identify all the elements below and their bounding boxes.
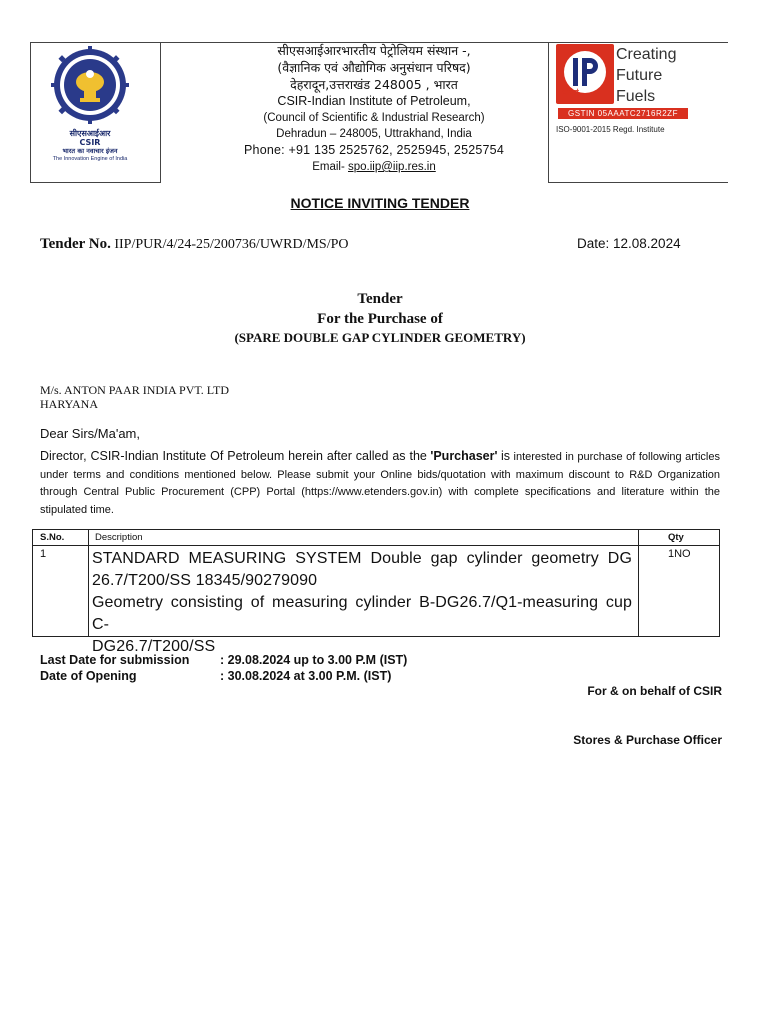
row-description: [92, 548, 632, 658]
csir-text: CSIR: [79, 138, 101, 147]
header-border-bottom: [30, 182, 160, 183]
council-name: (Council of Scientific & Industrial Research): [263, 112, 485, 124]
hindi-line-2: (वैज्ञानिक एवं औद्योगिक अनुसंधान परिषद): [277, 60, 471, 75]
table-top-border: [32, 529, 720, 530]
body-lead: Director, CSIR-Indian Institute Of Petroleum herein after called as the: [40, 449, 427, 463]
header-border-left: [30, 42, 31, 183]
table-header-border: [32, 545, 720, 546]
header-qty: Qty: [668, 532, 684, 543]
purchaser-term: 'Purchaser': [430, 449, 498, 463]
iip-slogan-2: Future: [616, 67, 663, 84]
iip-slogan-1: Creating: [616, 46, 677, 63]
title-item: (SPARE DOUBLE GAP CYLINDER GEOMETRY): [234, 330, 526, 345]
table-left-border: [32, 529, 33, 637]
csir-tagline: The Innovation Engine of India: [52, 156, 128, 162]
header-sno: S.No.: [40, 532, 65, 543]
email-label: Email-: [312, 161, 345, 173]
body-paragraph: [40, 448, 720, 519]
tender-number: IIP/PUR/4/24-25/200736/UWRD/MS/PO: [114, 237, 349, 252]
header-description: Description: [95, 532, 143, 543]
org-name: CSIR-Indian Institute of Petroleum,: [277, 94, 471, 108]
behalf-text: For & on behalf of CSIR: [587, 684, 722, 698]
desc-line-4: DG26.7/T200/SS: [92, 638, 216, 655]
title-purchase: For the Purchase of: [317, 311, 443, 327]
tender-number-label: Tender No.: [40, 236, 111, 252]
header-divider-left: [160, 42, 161, 183]
salutation: Dear Sirs/Ma'am,: [40, 426, 141, 441]
title-tender: Tender: [357, 291, 403, 307]
csir-emblem-icon: [48, 46, 132, 124]
tender-date: Date: 12.08.2024: [577, 236, 681, 251]
iip-slogan-3: Fuels: [616, 88, 656, 105]
csir-hindi-text: सीएसआईआर: [69, 129, 111, 138]
vendor-location: HARYANA: [40, 397, 99, 411]
submission-label: Last Date for submission: [40, 653, 190, 667]
iip-hindi-text: भापेसं: [562, 88, 579, 97]
hindi-line-1: सीएसआईआरभारतीय पेट्रोलियम संस्थान -,: [277, 43, 471, 58]
header-divider-right: [548, 42, 549, 183]
tender-number-line: [40, 236, 349, 253]
submission-value: : 29.08.2024 up to 3.00 P.M (IST): [220, 653, 408, 667]
table-right-border: [719, 529, 720, 637]
desc-line-2: 26.7/T200/SS 18345/90279090: [92, 572, 318, 589]
desc-line-1: STANDARD MEASURING SYSTEM Double gap cylinder geometry DG: [92, 550, 632, 567]
opening-value: : 30.08.2024 at 3.00 P.M. (IST): [220, 669, 392, 683]
body-rest: interested in purchase of following articles under terms and conditions mentioned below. Please submit your Online bids/quotation with maximum discount to R&D Organization through Central Public Procurement (CPP) Portal (https://www.etenders.gov.in) with complete specifications and literature within the stipulated time.: [40, 451, 720, 516]
csir-hindi-tagline: भारत का नवाचार इंजन: [62, 147, 118, 155]
email-line: [200, 159, 548, 175]
body-is: is: [500, 449, 511, 463]
email-link[interactable]: spo.iip@iip.res.in: [348, 161, 436, 173]
iso-text: ISO-9001-2015 Regd. Institute: [556, 125, 665, 134]
csir-logo: [42, 46, 138, 162]
desc-line-3: Geometry consisting of measuring cylinder B-DG26.7/Q1-measuring cup C-: [92, 594, 632, 633]
table-col-divider-2: [638, 529, 639, 637]
officer-title: Stores & Purchase Officer: [573, 733, 722, 747]
header-address-block: [200, 42, 548, 175]
address: Dehradun – 248005, Uttrakhand, India: [276, 128, 472, 140]
opening-label: Date of Opening: [40, 669, 137, 683]
phone: Phone: +91 135 2525762, 2525945, 2525754: [244, 143, 504, 157]
vendor-name: M/s. ANTON PAAR INDIA PVT. LTD: [40, 383, 230, 397]
table-col-divider-1: [88, 529, 89, 637]
row-qty: 1NO: [668, 548, 691, 560]
hindi-line-3: देहरादून,उत्तराखंड 248005 , भारत: [290, 77, 458, 92]
row-sno: 1: [40, 548, 47, 560]
header-border-bottom-right: [548, 182, 728, 183]
notice-title: NOTICE INVITING TENDER: [290, 195, 470, 211]
gstin-badge: GSTIN 05AAATC2716R2ZF: [558, 108, 688, 119]
